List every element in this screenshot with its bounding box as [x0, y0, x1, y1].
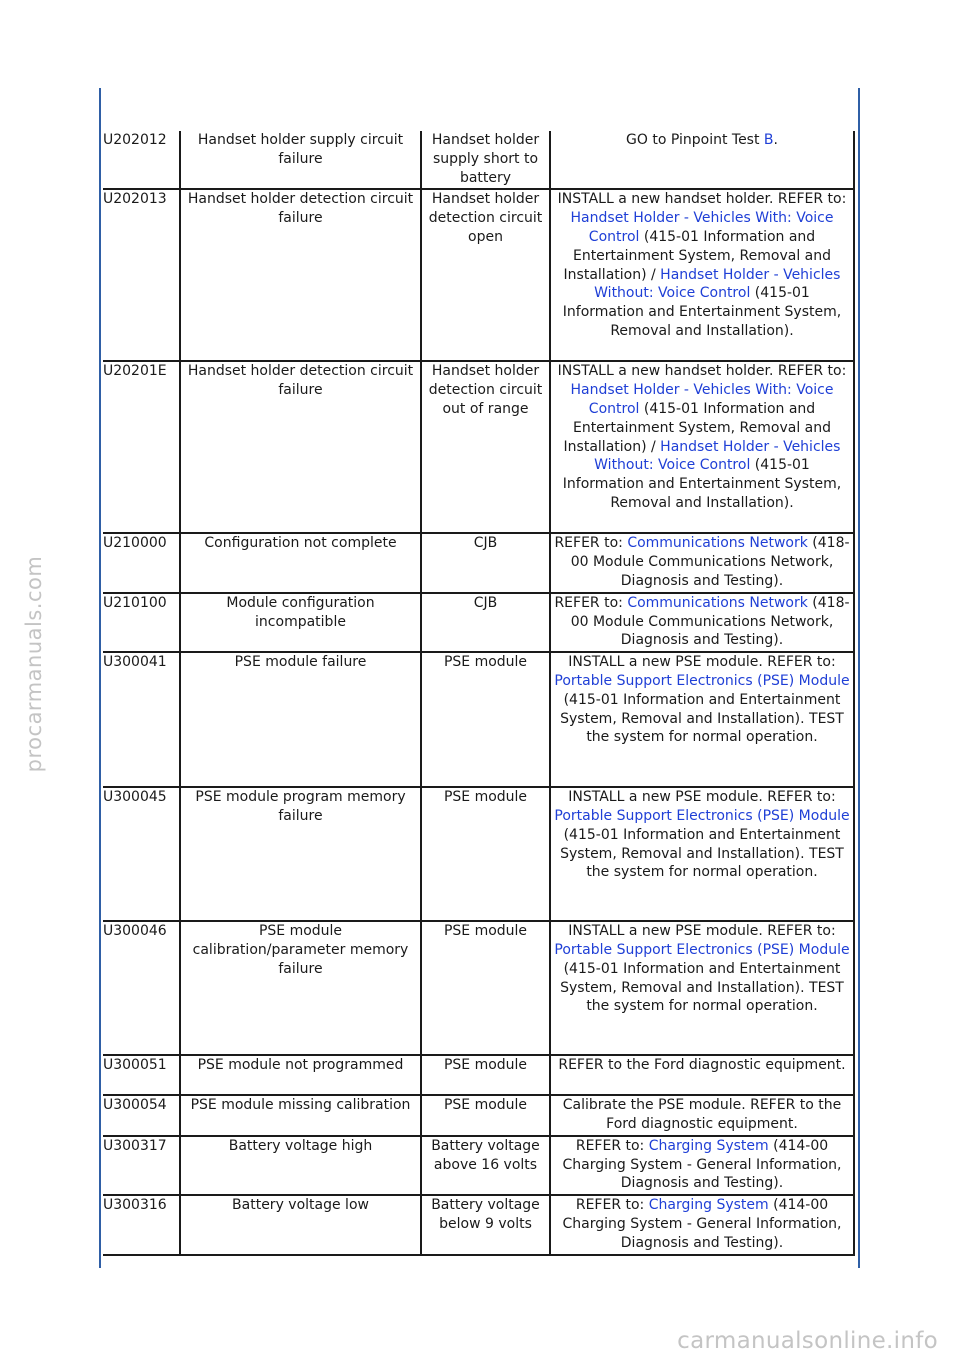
dtc-action-cell: [550, 131, 854, 189]
dtc-action-cell: [550, 1095, 854, 1136]
dtc-condition-cell: Handset holder detection circuit out of range: [421, 361, 550, 533]
action-text: (415-01 Information and Entertainment System, Removal and Installation).: [562, 457, 842, 511]
table-row: [103, 593, 854, 652]
dtc-condition-cell: PSE module: [421, 787, 550, 921]
action-text: INSTALL a new PSE module. REFER to:: [568, 654, 836, 671]
table-row: [103, 533, 854, 592]
dtc-action-cell: [550, 189, 854, 361]
dtc-code-cell: U300317: [103, 1136, 180, 1195]
dtc-action-cell: [550, 1136, 854, 1195]
reference-link[interactable]: Communications Network: [627, 594, 808, 611]
dtc-description-cell: PSE module calibration/parameter memory failure: [180, 921, 421, 1055]
action-text: REFER to:: [575, 1197, 649, 1214]
action-text: (418-00 Module Communications Network, Diagnosis and Testing).: [570, 594, 850, 649]
action-text: (418-00 Module Communications Network, Diagnosis and Testing).: [570, 535, 850, 589]
dtc-description-cell: PSE module not programmed: [180, 1055, 421, 1095]
action-text: Calibrate the PSE module. REFER to the Ford diagnostic equipment.: [562, 1097, 842, 1132]
table-row: [103, 787, 854, 921]
reference-link[interactable]: Charging System: [648, 1197, 769, 1214]
dtc-description-cell: Battery voltage low: [180, 1195, 421, 1254]
dtc-condition-cell: Battery voltage above 16 volts: [421, 1136, 550, 1195]
reference-link[interactable]: Charging System: [648, 1137, 769, 1154]
dtc-condition-cell: PSE module: [421, 921, 550, 1055]
dtc-condition-cell: PSE module: [421, 652, 550, 787]
side-watermark: procarmanuals.com: [22, 555, 46, 773]
action-text: REFER to the Ford diagnostic equipment.: [558, 1057, 846, 1074]
table-row: [103, 131, 854, 189]
reference-link[interactable]: Communications Network: [627, 535, 808, 552]
dtc-code-cell: U202012: [103, 131, 180, 189]
dtc-condition-cell: PSE module: [421, 1055, 550, 1095]
dtc-code-cell: U210000: [103, 533, 180, 592]
action-text: REFER to:: [554, 594, 628, 611]
dtc-condition-cell: Handset holder supply short to battery: [421, 131, 550, 189]
dtc-action-cell: [550, 1055, 854, 1095]
dtc-action-cell: [550, 593, 854, 652]
dtc-code-cell: U202013: [103, 189, 180, 361]
dtc-condition-cell: Battery voltage below 9 volts: [421, 1195, 550, 1254]
action-text: INSTALL a new PSE module. REFER to:: [568, 923, 836, 940]
table-row: [103, 1136, 854, 1195]
action-text: (415-01 Information and Entertainment System, Removal and Installation).: [562, 285, 842, 339]
dtc-description-cell: Handset holder detection circuit failure: [180, 189, 421, 361]
action-text: GO to Pinpoint Test: [626, 132, 764, 148]
dtc-action-cell: [550, 921, 854, 1055]
action-text: INSTALL a new PSE module. REFER to:: [568, 789, 836, 806]
dtc-action-cell: [550, 787, 854, 921]
dtc-condition-cell: PSE module: [421, 1095, 550, 1136]
action-text: REFER to:: [554, 535, 628, 552]
dtc-action-cell: [550, 533, 854, 592]
action-text: (415-01 Information and Entertainment System, Removal and Installation). TEST the system for normal operation.: [560, 826, 844, 881]
reference-link[interactable]: Handset Holder - Vehicles With: Voice Control: [570, 382, 834, 417]
dtc-table: [103, 131, 855, 1256]
action-text: INSTALL a new handset holder. REFER to:: [557, 363, 847, 380]
dtc-description-cell: Battery voltage high: [180, 1136, 421, 1195]
action-text: REFER to:: [575, 1137, 649, 1154]
dtc-description-cell: Handset holder detection circuit failure: [180, 361, 421, 533]
action-text: INSTALL a new handset holder. REFER to:: [557, 191, 847, 208]
page-right-rule: [858, 88, 860, 1268]
dtc-description-cell: PSE module missing calibration: [180, 1095, 421, 1136]
action-text: (415-01 Information and Entertainment System, Removal and Installation) /: [563, 228, 832, 283]
dtc-code-cell: U210100: [103, 593, 180, 652]
table-row: [103, 652, 854, 787]
dtc-code-cell: U300054: [103, 1095, 180, 1136]
dtc-description-cell: Configuration not complete: [180, 533, 421, 592]
reference-link[interactable]: Handset Holder - Vehicles Without: Voice Control: [594, 438, 841, 474]
dtc-code-cell: U300316: [103, 1195, 180, 1254]
reference-link[interactable]: Portable Support Electronics (PSE) Module: [554, 672, 850, 689]
table-row: [103, 1195, 854, 1254]
action-text: (414-00 Charging System - General Information, Diagnosis and Testing).: [562, 1137, 842, 1192]
reference-link[interactable]: Portable Support Electronics (PSE) Module: [554, 807, 850, 824]
dtc-code-cell: U20201E: [103, 361, 180, 533]
dtc-condition-cell: CJB: [421, 533, 550, 592]
dtc-code-cell: U300045: [103, 787, 180, 921]
action-text: (414-00 Charging System - General Information, Diagnosis and Testing).: [562, 1197, 842, 1251]
dtc-description-cell: Handset holder supply circuit failure: [180, 131, 421, 189]
dtc-code-cell: U300046: [103, 921, 180, 1055]
page-left-rule: [99, 88, 101, 1268]
reference-link[interactable]: Portable Support Electronics (PSE) Module: [554, 941, 850, 958]
table-row: [103, 1095, 854, 1136]
action-text: (415-01 Information and Entertainment System, Removal and Installation). TEST the system for normal operation.: [560, 960, 844, 1015]
table-row: [103, 361, 854, 533]
dtc-code-cell: U300051: [103, 1055, 180, 1095]
table-row: [103, 921, 854, 1055]
dtc-table-body: [103, 131, 854, 1255]
dtc-description-cell: Module configuration incompatible: [180, 593, 421, 652]
dtc-description-cell: PSE module failure: [180, 652, 421, 787]
dtc-action-cell: [550, 652, 854, 787]
reference-link[interactable]: Handset Holder - Vehicles With: Voice Control: [570, 210, 834, 245]
bottom-watermark: carmanualsonline.info: [677, 1328, 938, 1354]
dtc-condition-cell: Handset holder detection circuit open: [421, 189, 550, 361]
table-row: [103, 1055, 854, 1095]
table-row: [103, 189, 854, 361]
dtc-action-cell: [550, 1195, 854, 1254]
dtc-condition-cell: CJB: [421, 593, 550, 652]
action-text: (415-01 Information and Entertainment System, Removal and Installation). TEST the system for normal operation.: [560, 691, 844, 746]
reference-link[interactable]: B: [763, 132, 774, 148]
action-text: (415-01 Information and Entertainment System, Removal and Installation) /: [563, 400, 832, 455]
dtc-code-cell: U300041: [103, 652, 180, 787]
action-text: .: [773, 132, 778, 148]
reference-link[interactable]: Handset Holder - Vehicles Without: Voice Control: [594, 266, 841, 302]
dtc-description-cell: PSE module program memory failure: [180, 787, 421, 921]
dtc-action-cell: [550, 361, 854, 533]
